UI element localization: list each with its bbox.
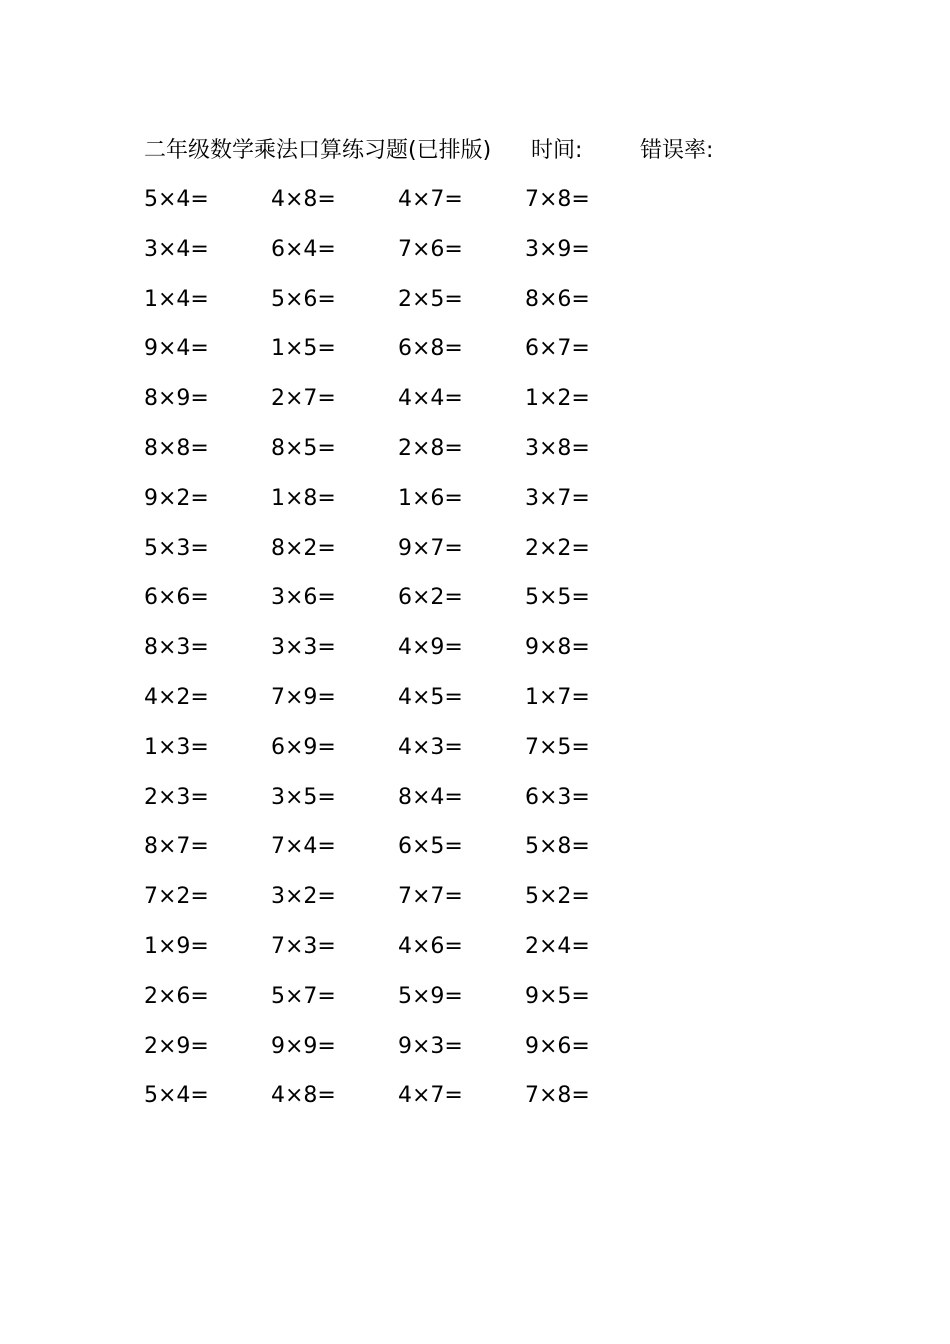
- problem-item: 5×2=: [525, 884, 590, 910]
- error-rate-label: 错误率:: [640, 138, 714, 163]
- problem-item: 8×2=: [271, 535, 336, 561]
- problem-item: 7×8=: [525, 187, 590, 212]
- problem-item: 8×9=: [144, 386, 209, 412]
- problem-item: 4×8=: [271, 1083, 336, 1109]
- problem-item: 4×8=: [271, 187, 336, 212]
- problem-item: 2×2=: [525, 535, 590, 561]
- problem-item: 5×8=: [525, 834, 590, 860]
- problem-row: [144, 927, 664, 977]
- problem-item: 5×6=: [271, 286, 336, 312]
- problem-item: 6×5=: [398, 834, 463, 860]
- problem-row: [144, 778, 664, 828]
- problem-item: 2×4=: [525, 933, 590, 959]
- problem-item: 3×3=: [271, 635, 336, 661]
- problem-row: [144, 728, 664, 778]
- problem-row: [144, 280, 664, 330]
- problem-item: 9×5=: [525, 983, 590, 1009]
- problem-item: 7×3=: [271, 933, 336, 959]
- problem-item: 1×9=: [144, 933, 209, 959]
- problem-item: 1×3=: [144, 734, 209, 760]
- problem-item: 6×8=: [398, 336, 463, 362]
- problem-item: 5×5=: [525, 585, 590, 611]
- problem-row: [144, 329, 664, 379]
- problem-item: 7×9=: [271, 684, 336, 710]
- problem-grid: [144, 180, 664, 1126]
- problem-item: 2×6=: [144, 983, 209, 1009]
- problem-row: [144, 977, 664, 1027]
- problem-item: 9×8=: [525, 635, 590, 661]
- problem-item: 5×3=: [144, 535, 209, 561]
- problem-item: 4×2=: [144, 684, 209, 710]
- problem-item: 8×6=: [525, 286, 590, 312]
- problem-item: 2×3=: [144, 784, 209, 810]
- problem-row: [144, 379, 664, 429]
- problem-item: 2×7=: [271, 386, 336, 412]
- time-label: 时间:: [531, 138, 583, 163]
- problem-item: 6×6=: [144, 585, 209, 611]
- problem-row: [144, 678, 664, 728]
- problem-item: 4×7=: [398, 1083, 463, 1109]
- problem-item: 3×7=: [525, 485, 590, 511]
- problem-item: 1×4=: [144, 286, 209, 312]
- problem-item: 7×4=: [271, 834, 336, 860]
- problem-item: 7×2=: [144, 884, 209, 910]
- problem-item: 6×9=: [271, 734, 336, 760]
- problem-item: 5×4=: [144, 187, 209, 212]
- problem-row: [144, 628, 664, 678]
- problem-row: [144, 1076, 664, 1126]
- problem-item: 1×7=: [525, 684, 590, 710]
- problem-item: 2×5=: [398, 286, 463, 312]
- problem-row: [144, 877, 664, 927]
- problem-row: [144, 578, 664, 628]
- worksheet-title: 二年级数学乘法口算练习题(已排版): [144, 138, 492, 163]
- problem-item: 9×4=: [144, 336, 209, 362]
- problem-item: 9×6=: [525, 1033, 590, 1059]
- problem-row: [144, 479, 664, 529]
- problem-item: 8×3=: [144, 635, 209, 661]
- problem-item: 3×9=: [525, 236, 590, 262]
- problem-item: 6×7=: [525, 336, 590, 362]
- problem-item: 5×9=: [398, 983, 463, 1009]
- problem-item: 1×8=: [271, 485, 336, 511]
- problem-item: 8×7=: [144, 834, 209, 860]
- problem-item: 9×9=: [271, 1033, 336, 1059]
- problem-item: 9×7=: [398, 535, 463, 561]
- problem-item: 2×8=: [398, 435, 463, 461]
- problem-item: 4×3=: [398, 734, 463, 760]
- problem-item: 9×3=: [398, 1033, 463, 1059]
- problem-item: 8×5=: [271, 435, 336, 461]
- problem-item: 5×4=: [144, 1083, 209, 1109]
- problem-item: 4×9=: [398, 635, 463, 661]
- problem-item: 6×4=: [271, 236, 336, 262]
- problem-item: 8×8=: [144, 435, 209, 461]
- problem-item: 4×4=: [398, 386, 463, 412]
- problem-item: 3×5=: [271, 784, 336, 810]
- problem-row: [144, 230, 664, 280]
- problem-row: [144, 429, 664, 479]
- problem-row: [144, 180, 664, 230]
- problem-item: 6×3=: [525, 784, 590, 810]
- problem-item: 1×5=: [271, 336, 336, 362]
- problem-item: 8×4=: [398, 784, 463, 810]
- problem-item: 4×7=: [398, 187, 463, 212]
- problem-item: 7×7=: [398, 884, 463, 910]
- problem-item: 3×6=: [271, 585, 336, 611]
- problem-row: [144, 1027, 664, 1077]
- problem-item: 6×2=: [398, 585, 463, 611]
- problem-item: 1×2=: [525, 386, 590, 412]
- problem-item: 5×7=: [271, 983, 336, 1009]
- problem-row: [144, 529, 664, 579]
- problem-item: 7×8=: [525, 1083, 590, 1109]
- problem-item: 4×5=: [398, 684, 463, 710]
- problem-item: 1×6=: [398, 485, 463, 511]
- problem-row: [144, 827, 664, 877]
- problem-item: 3×8=: [525, 435, 590, 461]
- problem-item: 9×2=: [144, 485, 209, 511]
- problem-item: 4×6=: [398, 933, 463, 959]
- problem-item: 7×5=: [525, 734, 590, 760]
- problem-item: 3×2=: [271, 884, 336, 910]
- problem-item: 2×9=: [144, 1033, 209, 1059]
- problem-item: 3×4=: [144, 236, 209, 262]
- problem-item: 7×6=: [398, 236, 463, 262]
